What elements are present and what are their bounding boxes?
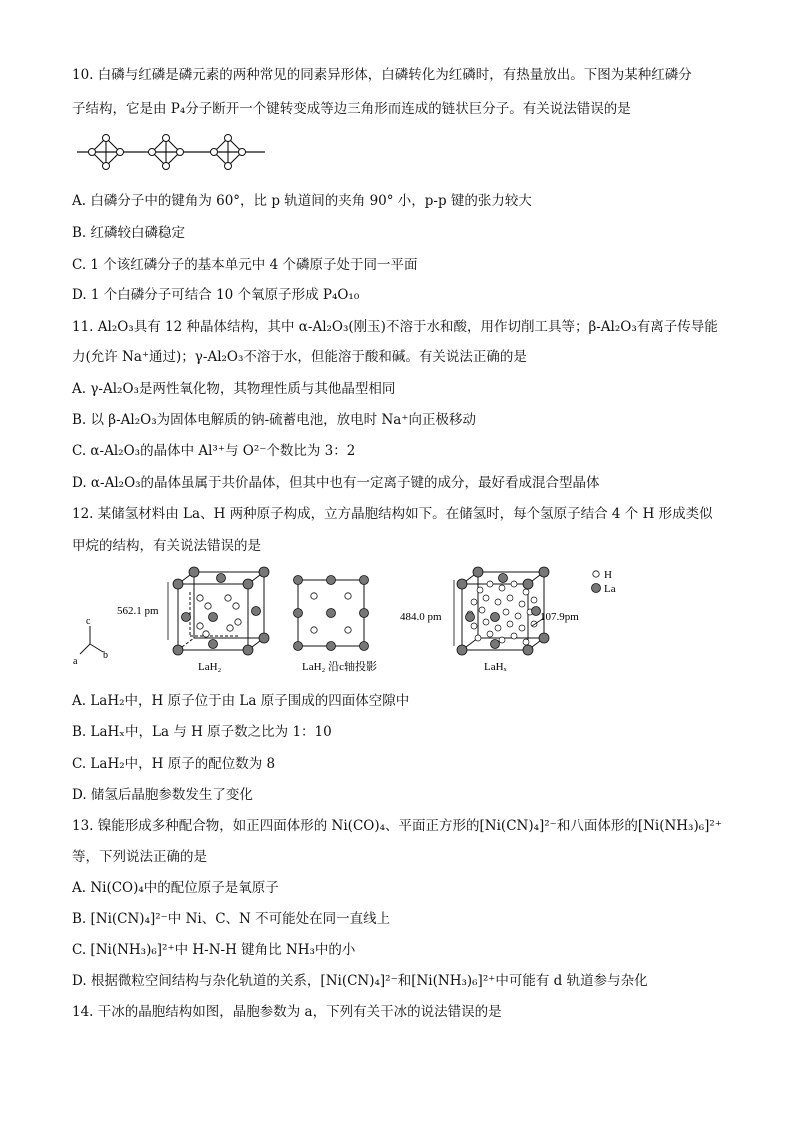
q13-option-a: A. Ni(CO)₄中的配位原子是氧原子 xyxy=(72,880,279,896)
projection-caption: LaH₂ 沿c轴投影 xyxy=(302,661,378,673)
q12-crystal-figure xyxy=(70,562,670,680)
legend-la-marker xyxy=(592,584,601,593)
q11-option-c: C. α-Al₂O₃的晶体中 Al³⁺与 O²⁻个数比为 3：2 xyxy=(72,443,356,459)
legend-la-label: La xyxy=(604,583,616,595)
q12-option-c: C. LaH₂中，H 原子的配位数为 8 xyxy=(72,756,276,772)
q10-stem-line2: 子结构，它是由 P₄分子断开一个键转变成等边三角形而连成的链状巨分子。有关说法错误的是 xyxy=(72,101,631,117)
q10-option-d: D. 1 个白磷分子可结合 10 个氧原子形成 P₄O₁₀ xyxy=(72,287,360,303)
q12-option-d: D. 储氢后晶胞参数发生了变化 xyxy=(72,787,253,803)
axis-c-label: c xyxy=(86,616,91,627)
q13-stem-line1: 13. 镍能形成多种配合物，如正四面体形的 Ni(CO)₄、平面正方形的[Ni(CN)₄]²⁻和八面体形的[Ni(NH₃)₆]²⁺ xyxy=(72,818,722,834)
q12-stem-line2: 甲烷的结构，有关说法错误的是 xyxy=(72,538,261,554)
axis-icon xyxy=(80,626,103,654)
q11-option-b: B. 以 β-Al₂O₃为固体电解质的钠-硫蓄电池，放电时 Na⁺向正极移动 xyxy=(72,412,476,428)
q13-option-c: C. [Ni(NH₃)₆]²⁺中 H-N-H 键角比 NH₃中的小 xyxy=(72,942,356,958)
lah2-caption: LaH₂ xyxy=(198,661,222,673)
q11-option-d: D. α-Al₂O₃的晶体虽属于共价晶体，但其中也有一定离子键的成分，最好看成混合型晶体 xyxy=(72,475,600,491)
q13-option-d: D. 根据微粒空间结构与杂化轨道的关系，[Ni(CN)₄]²⁻和[Ni(NH₃)₆]²⁺中可能有 d 轨道参与杂化 xyxy=(72,973,648,989)
q12-stem-line1: 12. 某储氢材料由 La、H 两种原子构成，立方晶胞结构如下。在储氢时，每个氢原子结合 4 个 H 形成类似 xyxy=(72,506,713,522)
lahx-edge-label: 484.0 pm xyxy=(400,611,442,623)
q10-option-b: B. 红磷较白磷稳定 xyxy=(72,225,186,241)
q12-option-b: B. LaHₓ中，La 与 H 原子数之比为 1：10 xyxy=(72,724,332,740)
legend-h-label: H xyxy=(604,569,612,581)
lahx-inner-label: 107.9pm xyxy=(540,611,579,623)
q10-option-c: C. 1 个该红磷分子的基本单元中 4 个磷原子处于同一平面 xyxy=(72,257,418,273)
axis-a-label: a xyxy=(73,656,78,667)
legend-h-marker xyxy=(593,571,599,577)
red-phosphorus-chain-figure xyxy=(75,132,270,172)
lah2-c-axis-projection xyxy=(294,576,369,651)
q13-stem-line2: 等，下列说法正确的是 xyxy=(72,849,207,865)
axis-b-label: b xyxy=(103,650,108,661)
q11-stem-line2: 力(允许 Na⁺通过)；γ-Al₂O₃不溶于水，但能溶于酸和碱。有关说法正确的是 xyxy=(72,349,527,365)
q10-stem-line1: 10. 白磷与红磷是磷元素的两种常见的同素异形体，白磷转化为红磷时，有热量放出。下图为某种红磷分 xyxy=(72,67,692,83)
q11-option-a: A. γ-Al₂O₃是两性氧化物，其物理性质与其他晶型相同 xyxy=(72,381,396,397)
lahx-caption: LaHₓ xyxy=(484,661,507,673)
q13-option-b: B. [Ni(CN)₄]²⁻中 Ni、C、N 不可能处在同一直线上 xyxy=(72,911,391,927)
q10-option-a: A. 白磷分子中的键角为 60°，比 p 轨道间的夹角 90° 小，p-p 键的张力较大 xyxy=(72,193,532,209)
q11-stem-line1: 11. Al₂O₃具有 12 种晶体结构，其中 α-Al₂O₃(刚玉)不溶于水和酸，用作切削工具等；β-Al₂O₃有离子传导能 xyxy=(72,319,718,335)
q12-option-a: A. LaH₂中，H 原子位于由 La 原子围成的四面体空隙中 xyxy=(72,693,410,709)
q14-stem-line1: 14. 干冰的晶胞结构如图，晶胞参数为 a，下列有关干冰的说法错误的是 xyxy=(72,1004,502,1020)
lah2-edge-label: 562.1 pm xyxy=(117,605,159,617)
